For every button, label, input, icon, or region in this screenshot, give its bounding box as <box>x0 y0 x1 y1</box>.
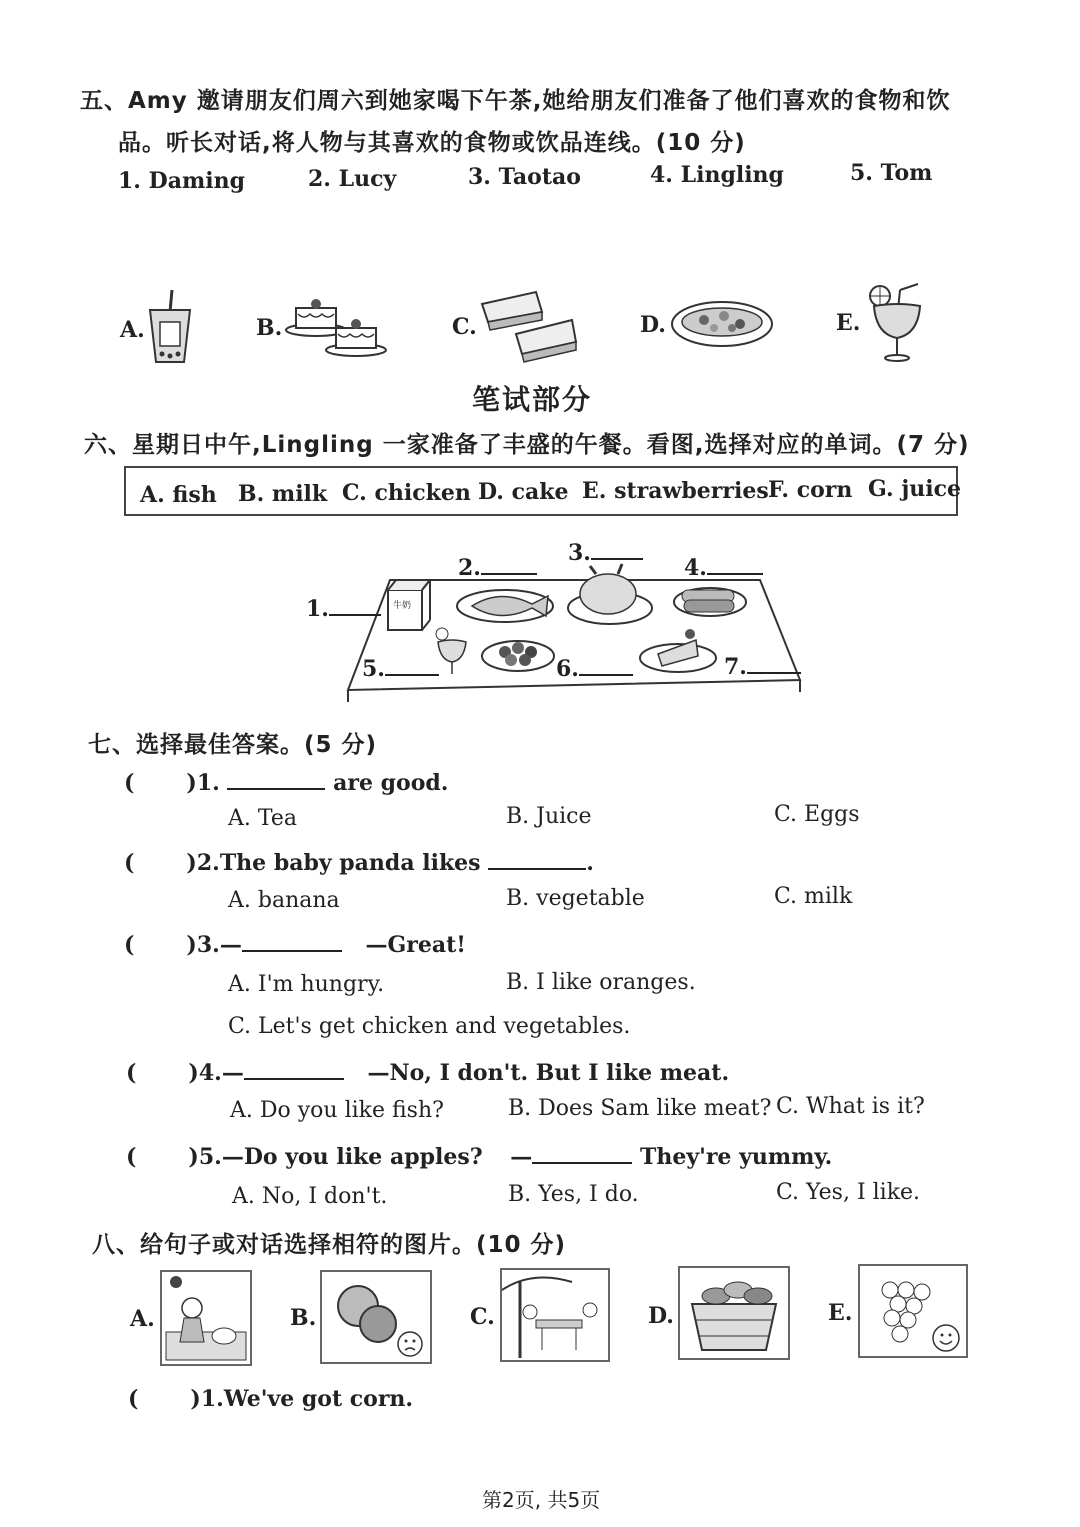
q4-blank <box>244 1058 344 1080</box>
q3-blank <box>242 930 342 952</box>
section8-title: 八、给句子或对话选择相符的图片。(10 分) <box>92 1232 567 1258</box>
word-option-c: C. chicken <box>342 480 471 506</box>
table-label-3-num: 3. <box>568 540 591 566</box>
question-3-line <box>124 930 466 958</box>
q2-blank <box>488 848 586 870</box>
q1-paren-close: ) <box>186 770 197 796</box>
word-option-d: D. cake <box>478 479 569 505</box>
picture-label-c: C. <box>452 314 477 340</box>
table-label-1 <box>306 594 381 622</box>
q5-pre: —Do you like apples? <box>221 1144 483 1170</box>
answer-blank-7[interactable] <box>747 652 801 674</box>
q4-option-a[interactable]: A. Do you like fish? <box>230 1098 444 1123</box>
s8-label-a: A. <box>130 1306 155 1332</box>
q3-paren-close: ) <box>186 932 197 958</box>
bubble-tea-icon <box>146 290 194 366</box>
q2-option-b[interactable]: B. vegetable <box>506 886 645 911</box>
juice-icon <box>866 284 926 364</box>
table-label-6-num: 6. <box>556 656 579 682</box>
section5-title-line2: 品。听长对话,将人物与其喜欢的食物或饮品连线。(10 分) <box>118 130 746 156</box>
s8-q1-paren-close: ) <box>190 1386 201 1412</box>
s8-question-1-line <box>128 1386 413 1412</box>
picnic-table-icon <box>500 1268 610 1362</box>
q3-post: —Great! <box>365 932 466 958</box>
answer-blank-2[interactable] <box>481 553 537 575</box>
grapes-happy-face-icon <box>858 1264 968 1358</box>
q3-option-c[interactable]: C. Let's get chicken and vegetables. <box>228 1014 631 1039</box>
table-label-3 <box>568 538 643 566</box>
picture-label-a: A. <box>120 317 145 343</box>
answer-blank-3[interactable] <box>591 538 643 560</box>
table-label-4-num: 4. <box>684 555 707 581</box>
q5-blank <box>532 1142 632 1164</box>
q4-paren-close: ) <box>188 1060 199 1086</box>
corn-basket-icon <box>678 1266 790 1360</box>
table-label-4 <box>684 553 763 581</box>
word-option-b: B. milk <box>238 481 328 507</box>
s8-label-b: B. <box>290 1305 317 1331</box>
s8-q1-text: We've got corn. <box>223 1386 414 1412</box>
word-option-a: A. fish <box>140 482 217 508</box>
answer-blank-5[interactable] <box>385 654 439 676</box>
sandwich-icon <box>480 290 580 364</box>
q4-option-c[interactable]: C. What is it? <box>776 1094 925 1119</box>
q4-pre: — <box>221 1060 244 1086</box>
milk-box-text: 牛奶 <box>393 601 412 611</box>
answer-blank-4[interactable] <box>707 553 763 575</box>
q2-paren-open: ( <box>124 850 135 876</box>
table-label-2 <box>458 553 537 581</box>
q1-number: 1. <box>196 770 220 796</box>
s8-q1-number: 1. <box>200 1386 224 1412</box>
q2-number: 2. <box>196 850 220 876</box>
word-option-g: G. juice <box>868 476 962 502</box>
q2-pre: The baby panda likes <box>219 850 481 876</box>
table-label-1-num: 1. <box>306 596 329 622</box>
person-2: 2. Lucy <box>308 166 397 192</box>
question-4-line <box>126 1058 729 1086</box>
q2-paren-close: ) <box>186 850 197 876</box>
q1-option-b[interactable]: B. Juice <box>506 804 592 829</box>
q2-option-a[interactable]: A. banana <box>228 888 340 913</box>
q5-mid: — <box>510 1144 533 1170</box>
q1-post: are good. <box>333 770 449 796</box>
picture-label-e: E. <box>836 310 861 336</box>
s8-label-e: E. <box>828 1300 853 1326</box>
answer-blank-6[interactable] <box>579 654 633 676</box>
question-5-line <box>126 1142 832 1170</box>
written-part-heading: 笔试部分 <box>472 383 593 416</box>
section6-title: 六、星期日中午,Lingling 一家准备了丰盛的午餐。看图,选择对应的单词。(7 分) <box>84 432 970 458</box>
s8-label-c: C. <box>470 1304 495 1330</box>
q1-paren-open: ( <box>124 770 135 796</box>
table-label-7-num: 7. <box>724 654 747 680</box>
q1-blank <box>227 768 325 790</box>
picture-label-d: D. <box>640 312 666 338</box>
q1-option-c[interactable]: C. Eggs <box>774 802 860 827</box>
q4-paren-open: ( <box>126 1060 137 1086</box>
person-5: 5. Tom <box>850 160 933 186</box>
question-2-line <box>124 848 594 876</box>
table-label-6 <box>556 654 633 682</box>
q4-post: —No, I don't. But I like meat. <box>367 1060 730 1086</box>
q5-number: 5. <box>198 1144 222 1170</box>
section5-title-line1: 五、Amy 邀请朋友们周六到她家喝下午茶,她给朋友们准备了他们喜欢的食物和饮 <box>80 88 951 114</box>
q3-number: 3. <box>196 932 220 958</box>
q3-option-b[interactable]: B. I like oranges. <box>506 970 696 995</box>
table-label-7 <box>724 652 801 680</box>
q2-post: . <box>586 850 594 876</box>
salad-icon <box>670 296 774 356</box>
picture-label-b: B. <box>256 315 283 341</box>
word-option-f: F. corn <box>768 477 853 503</box>
question-1-line <box>124 768 448 796</box>
q4-option-b[interactable]: B. Does Sam like meat? <box>508 1096 772 1121</box>
page-footer: 第2页, 共5页 <box>482 1488 601 1512</box>
q5-paren-close: ) <box>188 1144 199 1170</box>
s8-q1-paren-open: ( <box>128 1386 139 1412</box>
person-4: 4. Lingling <box>650 162 784 188</box>
section7-title: 七、选择最佳答案。(5 分) <box>88 732 378 758</box>
s8-label-d: D. <box>648 1303 674 1329</box>
q2-option-c[interactable]: C. milk <box>774 884 853 909</box>
q1-option-a[interactable]: A. Tea <box>228 806 297 831</box>
answer-blank-1[interactable] <box>329 594 381 616</box>
q5-post: They're yummy. <box>639 1144 833 1170</box>
q4-number: 4. <box>198 1060 222 1086</box>
bedtime-scene-icon <box>160 1270 252 1366</box>
q5-option-b[interactable]: B. Yes, I do. <box>508 1182 639 1207</box>
person-3: 3. Taotao <box>468 164 581 190</box>
word-option-e: E. strawberries <box>582 478 769 504</box>
table-label-2-num: 2. <box>458 555 481 581</box>
q3-option-a[interactable]: A. I'm hungry. <box>228 972 385 997</box>
q3-pre: — <box>219 932 242 958</box>
q5-option-c[interactable]: C. Yes, I like. <box>776 1180 921 1205</box>
q5-paren-open: ( <box>126 1144 137 1170</box>
q3-paren-open: ( <box>124 932 135 958</box>
q5-option-a[interactable]: A. No, I don't. <box>232 1184 388 1209</box>
cakes-icon <box>284 294 388 358</box>
table-label-5-num: 5. <box>362 656 385 682</box>
person-1: 1. Daming <box>118 168 245 194</box>
oranges-sad-face-icon <box>320 1270 432 1364</box>
table-label-5 <box>362 654 439 682</box>
